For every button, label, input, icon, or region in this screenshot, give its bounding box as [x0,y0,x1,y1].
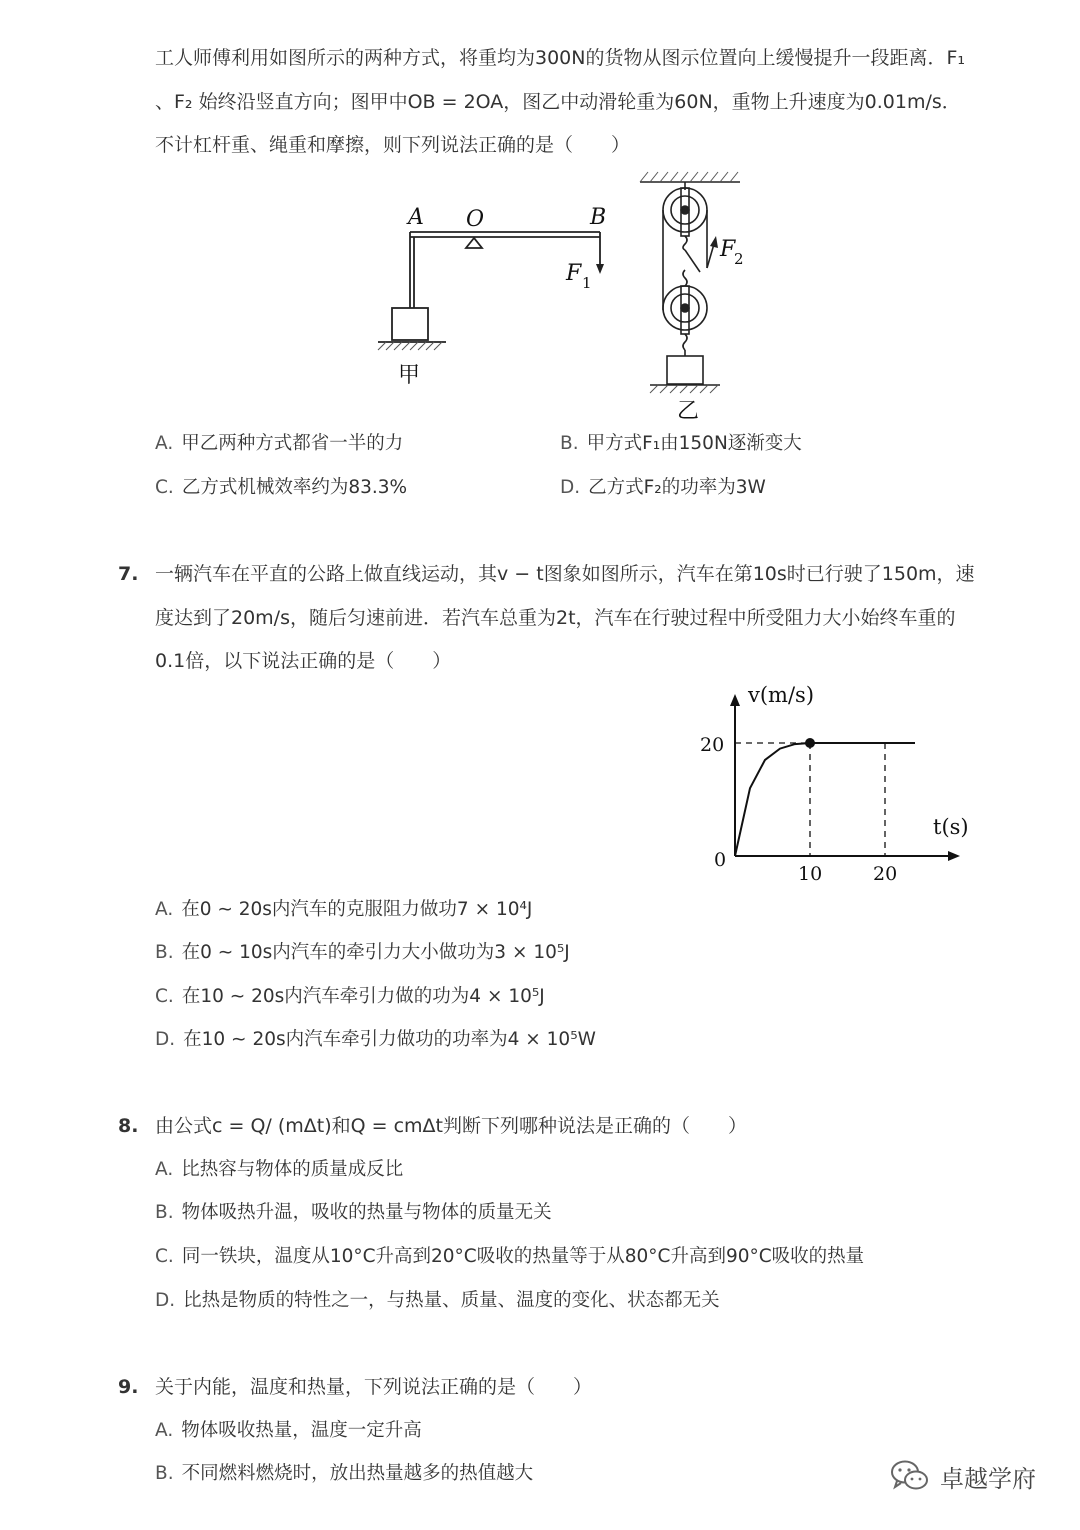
q6-option-a[interactable]: A. 甲乙两种方式都省一半的力 [155,433,404,454]
q8-option-a[interactable]: A. 比热容与物体的质量成反比 [155,1159,404,1180]
lever-figure [370,200,630,420]
fulcrum [466,238,482,248]
q6-stem-line-2: 、F₂ 始终沿竖直方向；图甲中OB = 2OA，图乙中动滑轮重为60N，重物上升速度为0.01m/s． [155,91,961,113]
vt-chart [690,680,980,890]
watermark-text: 卓越学府 [940,1464,1036,1493]
pulley-label-f2: F [720,237,736,262]
lever-label-b: B [590,205,607,230]
q9-option-b[interactable]: B. 不同燃料燃烧时，放出热量越多的热值越大 [155,1463,534,1484]
q7-stem-line-1: 一辆汽车在平直的公路上做直线运动，其v − t图象如图所示，汽车在第10s时已行驶了150m，速 [155,563,975,585]
q7-option-a[interactable]: A. 在0 ∼ 20s内汽车的克服阻力做功7 × 10⁴J [155,899,533,920]
q8-option-b[interactable]: B. 物体吸热升温，吸收的热量与物体的质量无关 [155,1202,552,1223]
force-f2-shaft [707,244,714,268]
y-tick-20: 20 [700,734,725,756]
x-tick-10: 10 [798,863,823,885]
y-axis-arrow [730,694,740,706]
force-f2-arrowhead [710,236,718,248]
lever-label-f1-sub: 1 [582,274,592,292]
q7-option-d[interactable]: D. 在10 ∼ 20s内汽车牵引力做功的功率为4 × 10⁵W [155,1029,596,1050]
pulley-figure [630,160,770,425]
marked-point [805,738,815,748]
q7-number: 7. [118,563,139,585]
x-tick-0: 0 [714,849,727,871]
pulley-label-f2-sub: 2 [734,250,744,268]
q6-stem-line-3: 不计杠杆重、绳重和摩擦，则下列说法正确的是（ ） [155,134,631,156]
x-tick-20: 20 [873,863,898,885]
pulley-caption: 乙 [677,399,700,424]
pulley-ground-hatch [650,385,718,393]
q6-stem-line-1: 工人师傅利用如图所示的两种方式，将重均为300N的货物从图示位置向上缓慢提升一段距离．F₁ [155,47,966,69]
q6-option-d[interactable]: D. 乙方式F₂的功率为3W [560,477,766,498]
q9-option-a[interactable]: A. 物体吸收热量，温度一定升高 [155,1420,422,1441]
rope-mid [685,250,700,272]
force-f1-arrowhead [596,264,604,274]
fixed-pulley-hook [683,236,687,250]
lever-label-a: A [408,205,424,230]
q7-stem-line-2: 度达到了20m/s，随后匀速前进．若汽车总重为2t，汽车在行驶过程中所受阻力大小始终车重的 [155,607,956,629]
movable-pulley-hook [683,334,687,350]
q6-option-c[interactable]: C. 乙方式机械效率约为83.3% [155,477,408,498]
wechat-icon [890,1459,930,1493]
q7-stem-line-3: 0.1倍，以下说法正确的是（ ） [155,650,452,672]
lever-cargo [392,308,428,340]
x-axis-arrow [948,851,960,861]
q8-option-c[interactable]: C. 同一铁块，温度从10°C升高到20°C吸收的热量等于从80°C升高到90°C吸收的热量 [155,1246,865,1267]
watermark [890,1456,1036,1496]
q8-option-d[interactable]: D. 比热是物质的特性之一，与热量、质量、温度的变化、状态都无关 [155,1290,720,1311]
q9-number: 9. [118,1376,139,1398]
lever-caption: 甲 [398,363,421,388]
q6-option-b[interactable]: B. 甲方式F₁由150N逐渐变大 [560,433,802,454]
ground-hatch [378,342,442,350]
y-axis-label: v(m/s) [748,683,815,707]
q7-option-b[interactable]: B. 在0 ∼ 10s内汽车的牵引力大小做功为3 × 10⁵J [155,942,570,963]
q7-option-c[interactable]: C. 在10 ∼ 20s内汽车牵引力做的功为4 × 10⁵J [155,986,545,1007]
x-axis-label: t(s) [933,815,969,839]
velocity-series-line [735,743,915,856]
pulley-cargo [667,356,703,384]
q8-number: 8. [118,1115,139,1137]
q8-stem: 由公式c = Q/ (mΔt)和Q = cmΔt判断下列哪种说法是正确的（ ） [155,1115,747,1137]
q9-stem: 关于内能，温度和热量，下列说法正确的是（ ） [155,1376,593,1398]
lever-label-f1: F [566,261,582,286]
ceiling-hatch [640,172,738,182]
lever-label-o: O [466,207,485,232]
